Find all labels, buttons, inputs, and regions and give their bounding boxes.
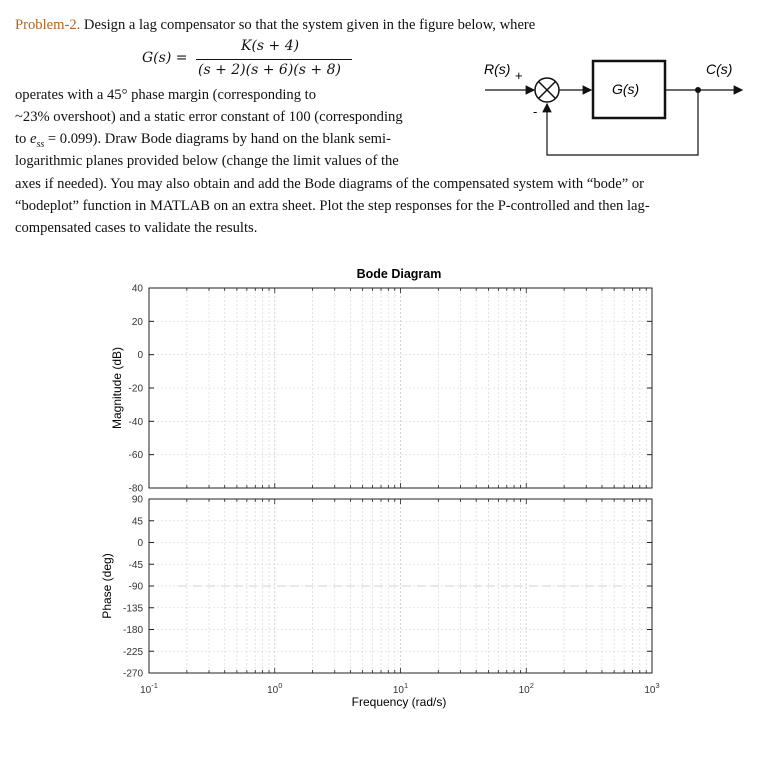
magnitude-y-tick-label: -40	[128, 416, 143, 428]
tf-fraction-bar	[196, 59, 352, 60]
frequency-tick-label: $10^{-1}$	[140, 681, 158, 696]
magnitude-y-tick-label: -60	[128, 450, 143, 462]
plus-sign: +	[515, 68, 523, 83]
problem-label: Problem-2.	[15, 17, 81, 33]
frequency-ticks	[140, 681, 660, 696]
problem-first-line	[15, 17, 535, 34]
tf-numerator: K(s + 4)	[241, 38, 300, 54]
ess-symbol: e	[30, 131, 37, 147]
problem-line-6: axes if needed). You may also obtain and add the Bode diagrams of the compensated system with “bode” or	[15, 176, 644, 192]
magnitude-y-tick-label: -80	[128, 483, 143, 495]
frequency-tick-label: $10^0$	[267, 681, 283, 696]
magnitude-grid	[149, 288, 652, 488]
minus-sign: -	[533, 104, 538, 119]
magnitude-y-tick-label: 0	[137, 350, 143, 362]
x-axis-label: Frequency (rad/s)	[351, 695, 447, 709]
frequency-tick-label: $10^1$	[392, 681, 409, 696]
magnitude-axis-label: Magnitude (dB)	[110, 346, 124, 430]
phase-y-tick-label: 90	[131, 494, 143, 506]
phase-axis-label: Phase (deg)	[100, 553, 114, 619]
line-4-rest: = 0.099). Draw Bode diagrams by hand on the blank semi-	[44, 131, 391, 147]
phase-y-tick-label: -45	[128, 559, 143, 571]
problem-line-5: logarithmic planes provided below (change the limit values of the	[15, 153, 399, 169]
phase-y-tick-label: -270	[122, 668, 143, 680]
problem-line-1: Design a lag compensator so that the system given in the figure below, where	[83, 17, 536, 33]
tf-lhs: G(s) =	[142, 50, 188, 66]
summing-junction-icon	[535, 78, 559, 102]
phase-y-tick-label: 0	[137, 538, 143, 549]
magnitude-y-ticks	[129, 284, 652, 495]
phase-y-tick-label: 45	[131, 516, 143, 528]
output-label: C(s)	[706, 61, 733, 77]
magnitude-y-tick-label: -20	[128, 383, 143, 395]
tf-denominator: (s + 2)(s + 6)(s + 8)	[198, 62, 341, 78]
ess-subscript: ss	[36, 138, 45, 150]
phase-grid	[149, 499, 652, 673]
chart-title: Bode Diagram	[356, 267, 442, 281]
line-4-prefix: to	[15, 131, 30, 147]
phase-y-tick-label: -225	[122, 646, 143, 658]
frequency-tick-label: $10^3$	[644, 681, 660, 696]
magnitude-y-tick-label: 20	[131, 316, 143, 328]
input-label: R(s)	[484, 61, 511, 77]
problem-line-8: compensated cases to validate the results.	[15, 220, 258, 236]
problem-line-7: “bodeplot” function in MATLAB on an extra sheet. Plot the step responses for the P-controlled and then lag-	[15, 198, 650, 214]
phase-y-ticks	[123, 495, 652, 680]
problem-line-3: ~23% overshoot) and a static error constant of 100 (corresponding	[15, 109, 403, 125]
phase-y-tick-label: -180	[122, 625, 143, 636]
problem-line-2: operates with a 45° phase margin (corresponding to	[15, 87, 317, 103]
bode-diagram	[0, 255, 767, 725]
plant-label: G(s)	[612, 81, 640, 97]
magnitude-y-tick-label: 40	[131, 283, 143, 295]
frequency-tick-label: $10^2$	[518, 681, 534, 696]
problem-line-4	[15, 131, 391, 153]
phase-y-tick-label: -90	[128, 581, 143, 593]
block-diagram	[470, 50, 760, 165]
phase-y-tick-label: -135	[122, 603, 143, 615]
